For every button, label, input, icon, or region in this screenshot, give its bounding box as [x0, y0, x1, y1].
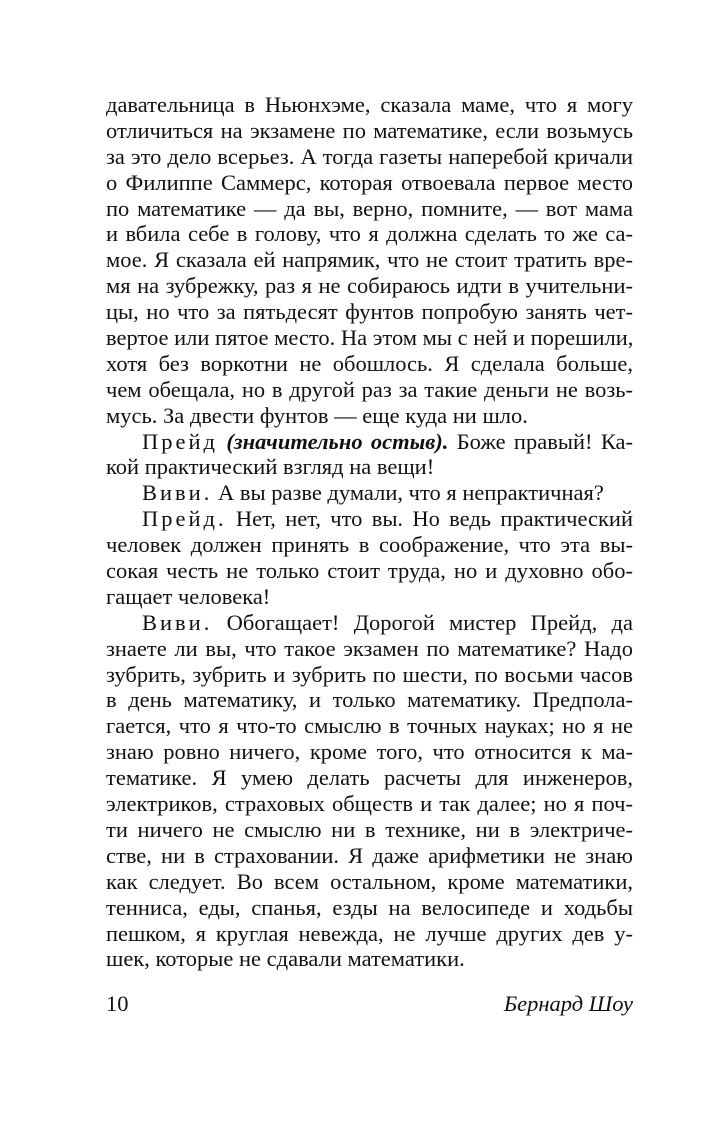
- text-line: по математике — да вы, верно, помните, — вот мама: [106, 195, 633, 221]
- dialogue-line-vivie: [106, 610, 633, 636]
- text-line: знаете ли вы, что такое экзамен по математике? Надо: [106, 635, 633, 661]
- text-line: шек, которые не сдавали математики.: [106, 946, 465, 972]
- text-line: чем обещала, но в другой раз за такие деньги не возь-: [106, 376, 633, 402]
- text-line: цы, но что за пятьдесят фунтов попробую занять чет-: [106, 299, 633, 325]
- text-line: о Филиппе Саммерс, которая отвоевала первое место: [106, 169, 633, 195]
- speaker-name: Прейд.: [142, 506, 227, 532]
- text-line: электриков, страховых обществ и так далее; но я поч-: [106, 791, 633, 817]
- text-line: гащает человека!: [106, 583, 271, 609]
- running-author: Бернард Шоу: [503, 991, 633, 1016]
- text-line: зубрить, зубрить и зубрить по шести, по восьми часов: [106, 661, 633, 687]
- dialogue-text: Обогащает! Дорогой мистер Прейд, да: [212, 609, 633, 635]
- dialogue-text: Нет, нет, что вы. Но ведь практический: [226, 506, 633, 532]
- text-line: мусь. За двести фунтов — еще куда ни шло.: [106, 402, 528, 428]
- text-line: отличиться на экзамене по математике, если возьмусь: [106, 117, 633, 143]
- text-line: человек должен принять в соображение, что эта вы-: [106, 532, 633, 558]
- text-line: и вбила себе в голову, что я должна сделать то же са-: [106, 221, 633, 247]
- speaker-name: Виви.: [142, 480, 213, 506]
- text-line: тенниса, еды, спанья, езды на велосипеде и ходьбы: [106, 894, 633, 920]
- text-line: тематике. Я умею делать расчеты для инженеров,: [106, 765, 633, 791]
- text-line: мое. Я сказала ей напрямик, что не стоит тратить вре-: [106, 247, 633, 273]
- text-line: знаю ровно ничего, кроме того, что относится к ма-: [106, 739, 633, 765]
- page-footer: [106, 990, 633, 1018]
- speaker-name: Виви.: [142, 609, 213, 635]
- text-line: мя на зубрежку, раз я не собираюсь идти в учительни-: [106, 273, 633, 299]
- dialogue-text: А вы разве думали, что я непрактичная?: [212, 480, 604, 506]
- speaker-name: Прейд: [142, 428, 218, 454]
- text-line: давательница в Ньюнхэме, сказала маме, что я могу: [106, 92, 633, 117]
- dialogue-line-praed: [106, 506, 633, 532]
- page-text: [106, 92, 633, 972]
- dialogue-line-vivie: [106, 480, 633, 506]
- text-line: сокая честь не только стоит труда, но и духовно обо-: [106, 558, 633, 584]
- text-line: стве, ни в страховании. Я даже арифметики не знаю: [106, 842, 633, 868]
- dialogue-line-praed: [106, 429, 633, 455]
- text-line: как следует. Во всем остальном, кроме математики,: [106, 868, 633, 894]
- text-line: ти ничего не смыслю ни в технике, ни в электриче-: [106, 816, 633, 842]
- page-number: 10: [106, 991, 129, 1016]
- text-line: за это дело всерьез. А тогда газеты наперебой кричали: [106, 143, 633, 169]
- text-line: кой практический взгляд на вещи!: [106, 454, 435, 480]
- text-line: гается, что я что-то смыслю в точных науках; но я не: [106, 713, 633, 739]
- text-line: в день математику, и только математику. Предпола-: [106, 687, 633, 713]
- stage-direction: (значительно остыв).: [226, 428, 449, 454]
- dialogue-text: Боже правый! Ка-: [448, 428, 634, 454]
- text-line: вертое или пятое место. На этом мы с ней и порешили,: [106, 325, 634, 351]
- text-line: пешком, я круглая невежда, не лучше других дев у-: [106, 920, 633, 946]
- text-line: хотя без воркотни не обошлось. Я сделала больше,: [106, 350, 633, 376]
